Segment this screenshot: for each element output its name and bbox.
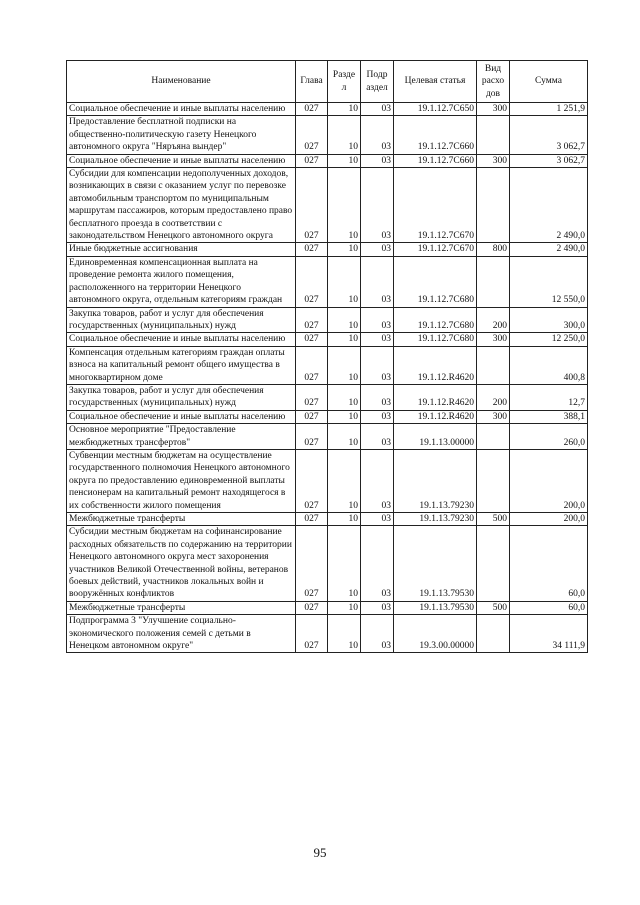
table-row <box>67 346 588 384</box>
row-section: 10 <box>328 384 361 410</box>
table-row <box>67 256 588 307</box>
row-section: 10 <box>328 346 361 384</box>
row-amount: 12,7 <box>510 384 588 410</box>
row-subsection: 03 <box>361 410 394 423</box>
table-row <box>67 307 588 333</box>
row-section: 10 <box>328 154 361 167</box>
row-chapter: 027 <box>296 116 328 154</box>
row-expense-type: 300 <box>477 103 510 116</box>
row-subsection: 03 <box>361 243 394 256</box>
row-chapter: 027 <box>296 424 328 450</box>
row-target: 19.1.13.79230 <box>394 513 477 526</box>
row-subsection: 03 <box>361 384 394 410</box>
row-expense-type <box>477 449 510 512</box>
row-name: Социальное обеспечение и иные выплаты населению <box>67 103 296 116</box>
table-row <box>67 168 588 243</box>
row-section: 10 <box>328 424 361 450</box>
row-name: Предоставление бесплатной подписки на общественно-политическую газету Ненецкого автономного округа "Няръяна вындер" <box>67 116 296 154</box>
row-chapter: 027 <box>296 615 328 653</box>
row-name: Социальное обеспечение и иные выплаты населению <box>67 154 296 167</box>
row-section: 10 <box>328 103 361 116</box>
row-amount: 60,0 <box>510 526 588 601</box>
header-name: Наименование <box>67 61 296 103</box>
row-chapter: 027 <box>296 243 328 256</box>
row-target: 19.1.12.7С680 <box>394 333 477 346</box>
row-amount: 60,0 <box>510 601 588 614</box>
row-subsection: 03 <box>361 168 394 243</box>
row-name: Социальное обеспечение и иные выплаты населению <box>67 410 296 423</box>
table-body <box>67 103 588 653</box>
row-chapter: 027 <box>296 410 328 423</box>
table-row <box>67 526 588 601</box>
row-target: 19.1.12.R4620 <box>394 410 477 423</box>
row-expense-type: 300 <box>477 410 510 423</box>
row-target: 19.1.13.79530 <box>394 601 477 614</box>
row-name: Подпрограмма 3 "Улучшение социально-экономического положения семей с детьми в Ненецком автономном округе" <box>67 615 296 653</box>
row-section: 10 <box>328 615 361 653</box>
row-name: Субсидии для компенсации недополученных доходов, возникающих в связи с оказанием услуг по перевозке автомобильным транспортом по муниципальным маршрутам пассажиров, которым предоставлено право бесплатного проезда в соответствии с законодательством Ненецкого автономного округа <box>67 168 296 243</box>
row-subsection: 03 <box>361 449 394 512</box>
row-amount: 2 490,0 <box>510 168 588 243</box>
row-target: 19.1.12.7С680 <box>394 256 477 307</box>
row-amount: 3 062,7 <box>510 116 588 154</box>
row-subsection: 03 <box>361 513 394 526</box>
header-subsection: Подр аздел <box>361 61 394 103</box>
row-section: 10 <box>328 256 361 307</box>
row-amount: 200,0 <box>510 513 588 526</box>
row-chapter: 027 <box>296 256 328 307</box>
row-name: Закупка товаров, работ и услуг для обеспечения государственных (муниципальных) нужд <box>67 384 296 410</box>
row-section: 10 <box>328 116 361 154</box>
row-amount: 2 490,0 <box>510 243 588 256</box>
row-name: Компенсация отдельным категориям граждан оплаты взноса на капитальный ремонт общего имущества в многоквартирном доме <box>67 346 296 384</box>
row-target: 19.1.12.R4620 <box>394 346 477 384</box>
row-chapter: 027 <box>296 168 328 243</box>
row-expense-type: 200 <box>477 384 510 410</box>
row-amount: 1 251,9 <box>510 103 588 116</box>
row-amount: 3 062,7 <box>510 154 588 167</box>
row-expense-type <box>477 256 510 307</box>
table-row <box>67 601 588 614</box>
row-chapter: 027 <box>296 526 328 601</box>
row-subsection: 03 <box>361 424 394 450</box>
table-row <box>67 384 588 410</box>
row-name: Субвенции местным бюджетам на осуществление государственного полномочия Ненецкого автономного округа по предоставлению единовременной выплаты пенсионерам на капитальный ремонт находящегося в их собственности жилого помещения <box>67 449 296 512</box>
row-subsection: 03 <box>361 333 394 346</box>
row-expense-type: 300 <box>477 154 510 167</box>
row-amount: 12 550,0 <box>510 256 588 307</box>
table-row <box>67 615 588 653</box>
row-section: 10 <box>328 168 361 243</box>
row-amount: 388,1 <box>510 410 588 423</box>
row-subsection: 03 <box>361 526 394 601</box>
row-amount: 200,0 <box>510 449 588 512</box>
header-row <box>67 61 588 103</box>
row-chapter: 027 <box>296 154 328 167</box>
table-row <box>67 103 588 116</box>
row-chapter: 027 <box>296 449 328 512</box>
row-target: 19.1.12.7С670 <box>394 168 477 243</box>
row-section: 10 <box>328 449 361 512</box>
row-chapter: 027 <box>296 384 328 410</box>
budget-table <box>66 60 588 653</box>
row-name: Основное мероприятие "Предоставление межбюджетных трансфертов" <box>67 424 296 450</box>
header-section: Разде л <box>328 61 361 103</box>
table-row <box>67 513 588 526</box>
row-subsection: 03 <box>361 307 394 333</box>
row-target: 19.3.00.00000 <box>394 615 477 653</box>
row-section: 10 <box>328 601 361 614</box>
row-name: Межбюджетные трансферты <box>67 513 296 526</box>
row-expense-type: 500 <box>477 513 510 526</box>
row-subsection: 03 <box>361 103 394 116</box>
table-row <box>67 333 588 346</box>
row-subsection: 03 <box>361 116 394 154</box>
row-target: 19.1.13.00000 <box>394 424 477 450</box>
row-expense-type: 300 <box>477 333 510 346</box>
table-row <box>67 154 588 167</box>
table-row <box>67 449 588 512</box>
row-section: 10 <box>328 333 361 346</box>
row-name: Иные бюджетные ассигнования <box>67 243 296 256</box>
row-chapter: 027 <box>296 513 328 526</box>
row-name: Социальное обеспечение и иные выплаты населению <box>67 333 296 346</box>
row-section: 10 <box>328 307 361 333</box>
row-target: 19.1.13.79230 <box>394 449 477 512</box>
row-subsection: 03 <box>361 154 394 167</box>
row-name: Закупка товаров, работ и услуг для обеспечения государственных (муниципальных) нужд <box>67 307 296 333</box>
row-subsection: 03 <box>361 615 394 653</box>
table-row <box>67 243 588 256</box>
row-amount: 34 111,9 <box>510 615 588 653</box>
row-target: 19.1.12.7С660 <box>394 116 477 154</box>
row-chapter: 027 <box>296 307 328 333</box>
row-amount: 260,0 <box>510 424 588 450</box>
row-target: 19.1.12.7С650 <box>394 103 477 116</box>
row-expense-type <box>477 346 510 384</box>
row-section: 10 <box>328 513 361 526</box>
row-amount: 12 250,0 <box>510 333 588 346</box>
row-target: 19.1.12.7С680 <box>394 307 477 333</box>
table-row <box>67 410 588 423</box>
row-name: Единовременная компенсационная выплата на проведение ремонта жилого помещения, расположенного на территории Ненецкого автономного округа, отдельным категориям граждан <box>67 256 296 307</box>
row-expense-type: 500 <box>477 601 510 614</box>
row-expense-type: 200 <box>477 307 510 333</box>
row-chapter: 027 <box>296 601 328 614</box>
row-target: 19.1.13.79530 <box>394 526 477 601</box>
row-expense-type <box>477 116 510 154</box>
row-target: 19.1.12.R4620 <box>394 384 477 410</box>
row-name: Субсидии местным бюджетам на софинансирование расходных обязательств по содержанию на территории Ненецкого автономного округа мест захоронения участников Великой Отечественной войны, ветеранов боевых действий, участников локальных войн и вооружённых конфликтов <box>67 526 296 601</box>
row-expense-type <box>477 424 510 450</box>
row-name: Межбюджетные трансферты <box>67 601 296 614</box>
row-section: 10 <box>328 243 361 256</box>
header-amount: Сумма <box>510 61 588 103</box>
row-expense-type: 800 <box>477 243 510 256</box>
row-target: 19.1.12.7С660 <box>394 154 477 167</box>
header-chapter: Глава <box>296 61 328 103</box>
row-expense-type <box>477 615 510 653</box>
row-amount: 300,0 <box>510 307 588 333</box>
row-amount: 400,8 <box>510 346 588 384</box>
row-subsection: 03 <box>361 346 394 384</box>
page-number: 95 <box>313 845 327 860</box>
row-target: 19.1.12.7С670 <box>394 243 477 256</box>
table-row <box>67 116 588 154</box>
row-subsection: 03 <box>361 256 394 307</box>
row-subsection: 03 <box>361 601 394 614</box>
table-row <box>67 424 588 450</box>
row-section: 10 <box>328 526 361 601</box>
header-target: Целевая статья <box>394 61 477 103</box>
row-expense-type <box>477 168 510 243</box>
row-chapter: 027 <box>296 103 328 116</box>
row-chapter: 027 <box>296 333 328 346</box>
row-section: 10 <box>328 410 361 423</box>
row-expense-type <box>477 526 510 601</box>
row-chapter: 027 <box>296 346 328 384</box>
header-expense-type: Вид расхо дов <box>477 61 510 103</box>
